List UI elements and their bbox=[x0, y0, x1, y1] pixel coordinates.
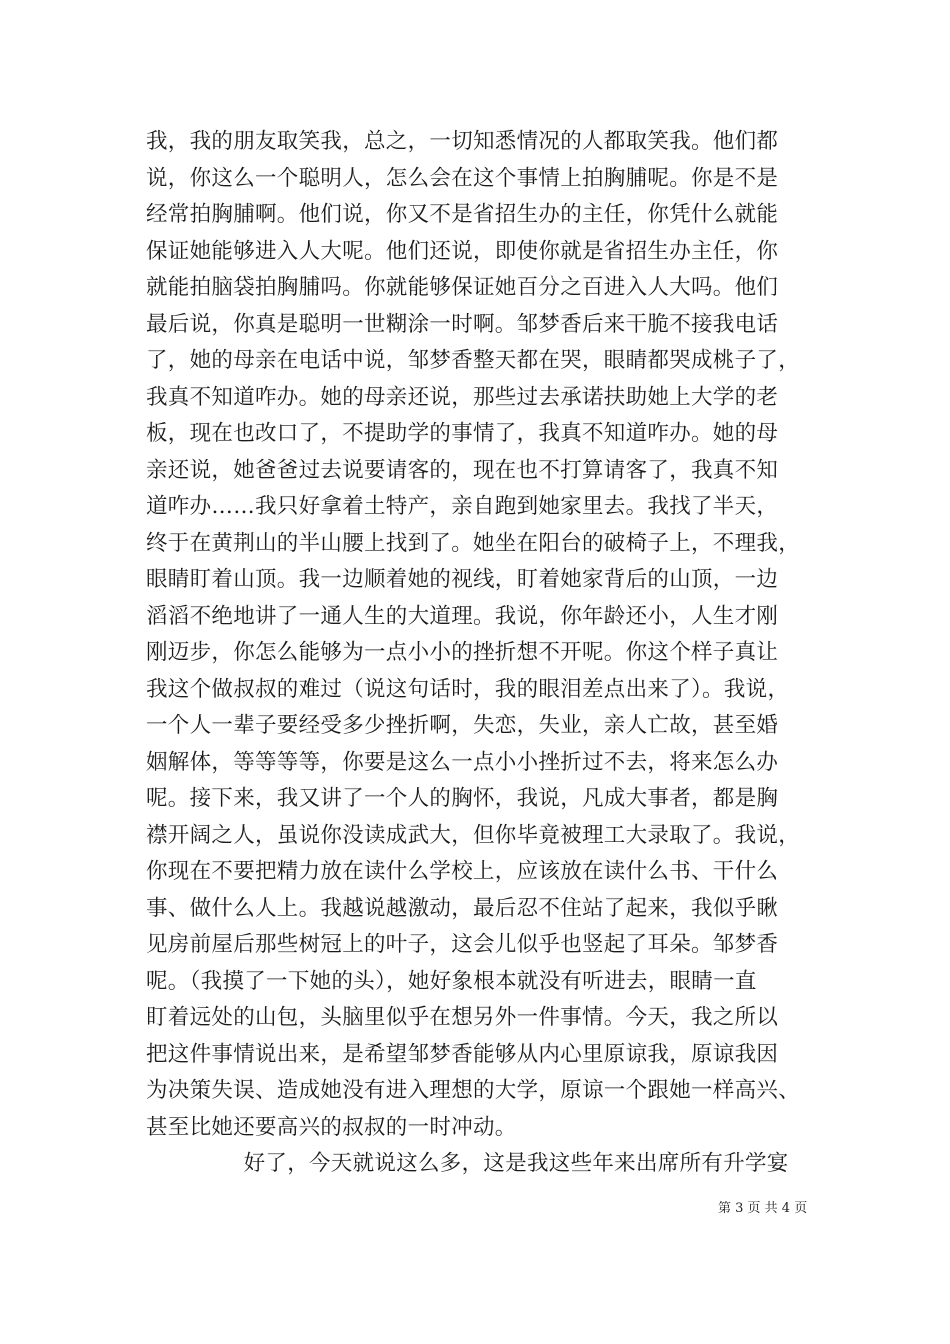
text-line: 最后说，你真是聪明一世糊涂一时啊。邹梦香后来干脆不接我电话 bbox=[146, 312, 779, 337]
text-line: 我真不知道咋办。她的母亲还说，那些过去承诺扶助她上大学的老 bbox=[146, 385, 779, 410]
text-line: 事、做什么人上。我越说越激动，最后忍不住站了起来，我似乎瞅 bbox=[146, 896, 779, 921]
text-line: 了，她的母亲在电话中说，邹梦香整天都在哭，眼睛都哭成桃子了， bbox=[146, 348, 801, 373]
text-line: 眼睛盯着山顶。我一边顺着她的视线，盯着她家背后的山顶，一边 bbox=[146, 567, 779, 592]
text-line: 板，现在也改口了，不提助学的事情了，我真不知道咋办。她的母 bbox=[146, 421, 779, 446]
text-line: 呢。接下来，我又讲了一个人的胸怀，我说，凡成大事者，都是胸 bbox=[146, 786, 779, 811]
text-line: 襟开阔之人，虽说你没读成武大，但你毕竟被理工大录取了。我说， bbox=[146, 823, 801, 848]
text-line: 盯着远处的山包，头脑里似乎在想另外一件事情。今天，我之所以 bbox=[146, 1005, 779, 1030]
text-line: 终于在黄荆山的半山腰上找到了。她坐在阳台的破椅子上，不理我， bbox=[146, 531, 801, 556]
text-line: 亲还说，她爸爸过去说要请客的，现在也不打算请客了，我真不知 bbox=[146, 458, 779, 483]
text-line: 甚至比她还要高兴的叔叔的一时冲动。 bbox=[146, 1115, 517, 1140]
text-line: 经常拍胸脯啊。他们说，你又不是省招生办的主任，你凭什么就能 bbox=[146, 202, 779, 227]
text-line: 你现在不要把精力放在读什么学校上，应该放在读什么书、干什么 bbox=[146, 859, 779, 884]
text-line: 就能拍脑袋拍胸脯吗。你就能够保证她百分之百进入人大吗。他们 bbox=[146, 275, 779, 300]
text-line: 好了，今天就说这么多，这是我这些年来出席所有升学宴 bbox=[200, 1151, 789, 1176]
text-line: 姻解体，等等等等，你要是这么一点小小挫折过不去，将来怎么办 bbox=[146, 750, 779, 775]
text-line: 把这件事情说出来，是希望邹梦香能够从内心里原谅我，原谅我因 bbox=[146, 1042, 779, 1067]
text-line: 一个人一辈子要经受多少挫折啊，失恋，失业，亲人亡故，甚至婚 bbox=[146, 713, 779, 738]
text-line: 保证她能够进入人大呢。他们还说，即使你就是省招生办主任，你 bbox=[146, 239, 779, 264]
text-line: 说，你这么一个聪明人，怎么会在这个事情上拍胸脯呢。你是不是 bbox=[146, 166, 779, 191]
text-line: 见房前屋后那些树冠上的叶子，这会儿似乎也竖起了耳朵。邹梦香 bbox=[146, 932, 779, 957]
text-line: 我，我的朋友取笑我，总之，一切知悉情况的人都取笑我。他们都 bbox=[146, 129, 779, 154]
text-line: 刚迈步，你怎么能够为一点小小的挫折想不开呢。你这个样子真让 bbox=[146, 640, 779, 665]
text-line: 呢。（我摸了一下她的头），她好象根本就没有听进去，眼睛一直 bbox=[146, 969, 757, 994]
text-line: 为决策失误、造成她没有进入理想的大学，原谅一个跟她一样高兴、 bbox=[146, 1078, 801, 1103]
page-number-footer: 第 3 页 共 4 页 bbox=[718, 1201, 808, 1216]
text-line: 我这个做叔叔的难过（说这句话时，我的眼泪差点出来了）。我说， bbox=[146, 677, 790, 702]
text-line: 滔滔不绝地讲了一通人生的大道理。我说，你年龄还小，人生才刚 bbox=[146, 604, 779, 629]
text-line: 道咋办……我只好拿着土特产，亲自跑到她家里去。我找了半天， bbox=[146, 494, 779, 519]
